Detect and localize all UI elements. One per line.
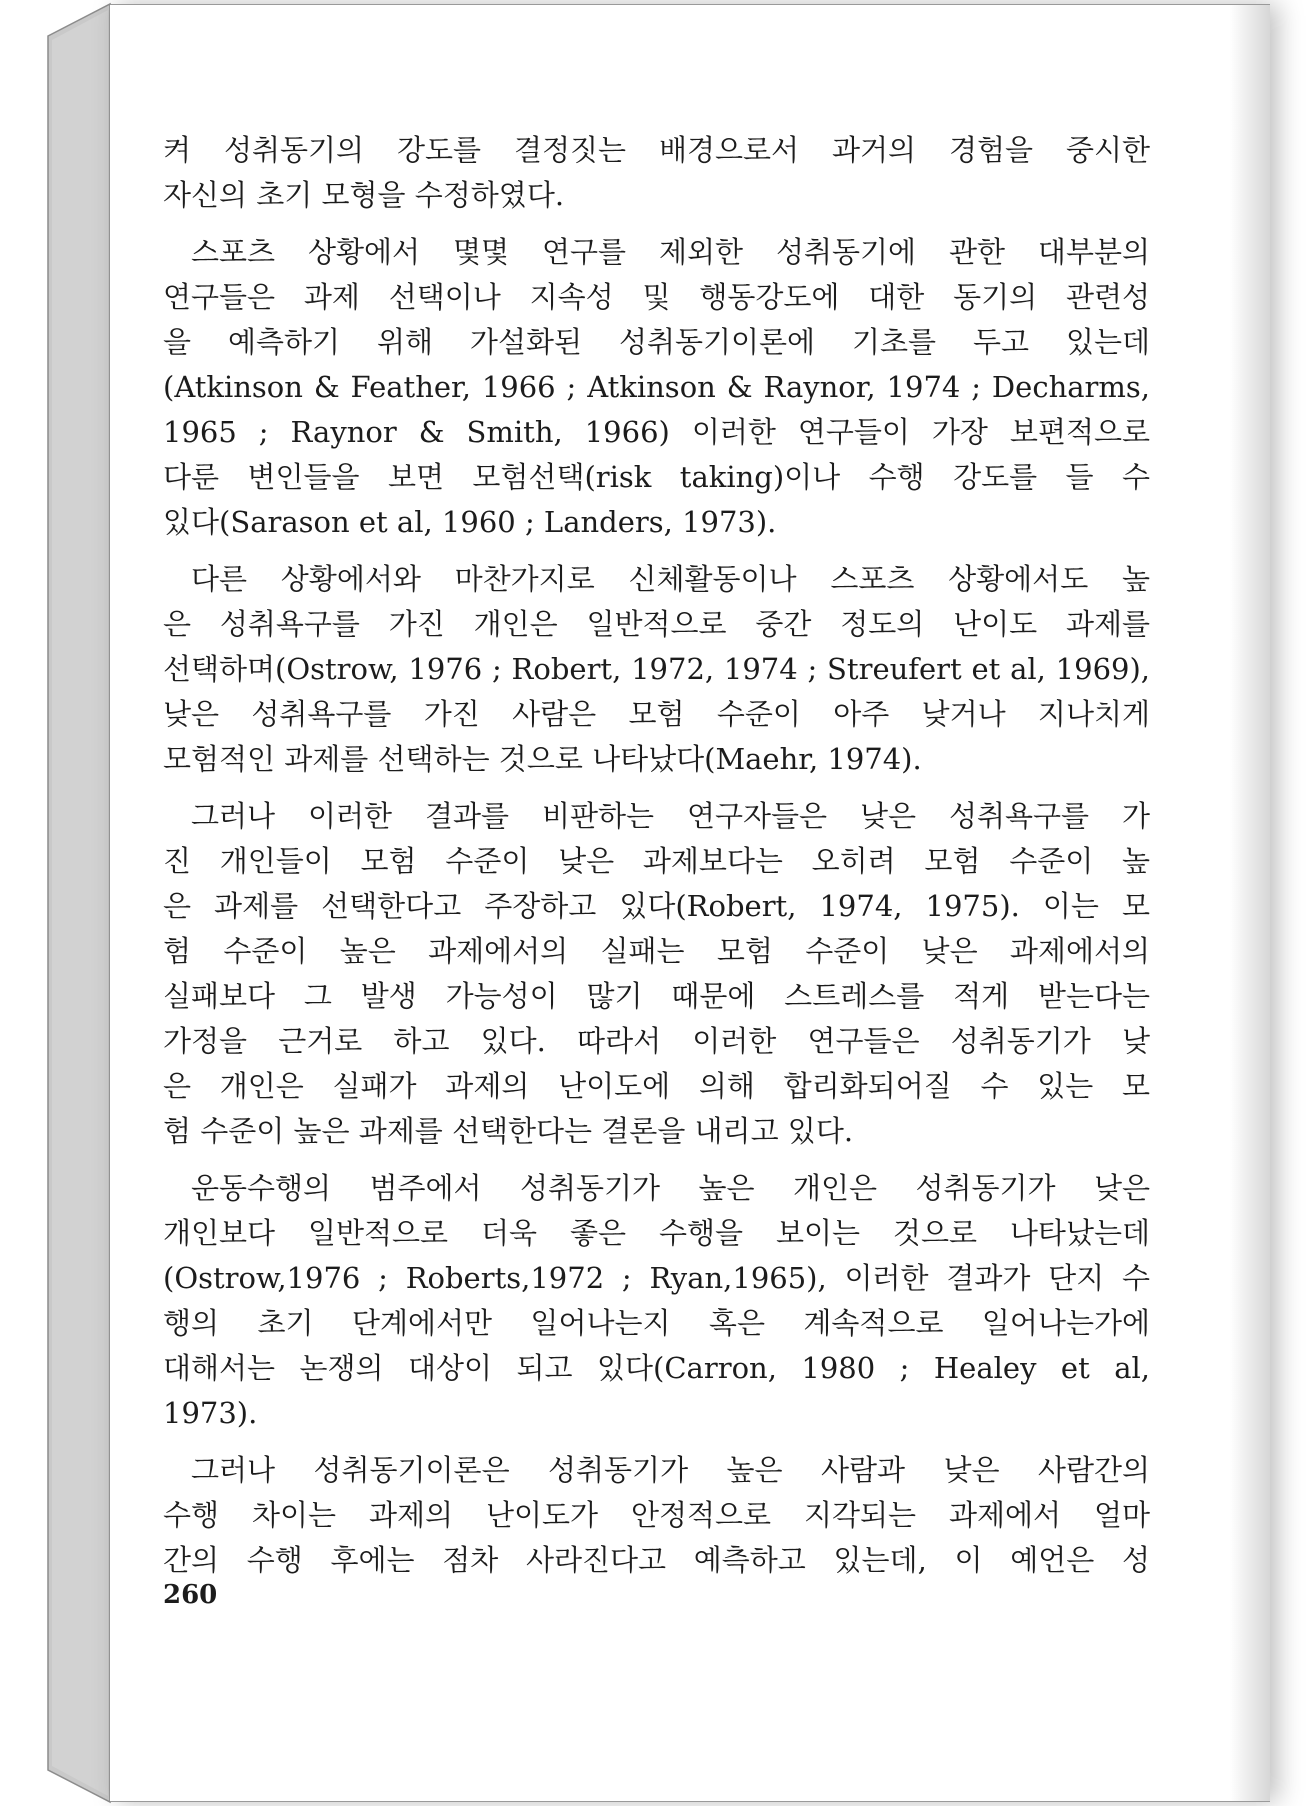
text-line: 가정을 근거로 하고 있다. 따라서 이러한 연구들은 성취동기가 낮 (163, 1024, 1150, 1058)
text-line: 은 개인은 실패가 과제의 난이도에 의해 합리화되어질 수 있는 모 (163, 1069, 1150, 1103)
paragraph-gap (163, 545, 1150, 557)
text-line: 모험적인 과제를 선택하는 것으로 나타났다(Maehr, 1974). (163, 742, 922, 776)
text-line: 다룬 변인들을 보면 모험선택(risk taking)이나 수행 강도를 들 수 (163, 460, 1150, 494)
text-line: 스포츠 상황에서 몇몇 연구를 제외한 성취동기에 관한 대부분의 (191, 235, 1150, 269)
page-edge-shadow (1230, 5, 1270, 1801)
text-line: 1973). (163, 1396, 258, 1430)
text-line: 진 개인들이 모험 수준이 낮은 과제보다는 오히려 모험 수준이 높 (163, 844, 1150, 878)
text-line: 낮은 성취욕구를 가진 사람은 모험 수준이 아주 낮거나 지나치게 (163, 697, 1150, 731)
text-line: 그러나 성취동기이론은 성취동기가 높은 사람과 낮은 사람간의 (191, 1453, 1150, 1487)
page-number: 260 (163, 1580, 218, 1610)
text-line: (Atkinson & Feather, 1966 ; Atkinson & Raynor, 1974 ; Decharms, (163, 370, 1150, 404)
text-line: 수행 차이는 과제의 난이도가 안정적으로 지각되는 과제에서 얼마 (163, 1498, 1150, 1532)
text-line: 험 수준이 높은 과제에서의 실패는 모험 수준이 낮은 과제에서의 (163, 934, 1150, 968)
text-line: 운동수행의 범주에서 성취동기가 높은 개인은 성취동기가 낮은 (191, 1171, 1150, 1205)
body-text (163, 128, 1150, 1583)
text-line: 연구들은 과제 선택이나 지속성 및 행동강도에 대한 동기의 관련성 (163, 280, 1150, 314)
text-line: 은 과제를 선택한다고 주장하고 있다(Robert, 1974, 1975). 이는 모 (163, 889, 1150, 923)
paragraph-gap (163, 1154, 1150, 1166)
paragraph-gap (163, 782, 1150, 794)
paragraph-gap (163, 1436, 1150, 1448)
text-line: 은 성취욕구를 가진 개인은 일반적으로 중간 정도의 난이도 과제를 (163, 607, 1150, 641)
text-line: 켜 성취동기의 강도를 결정짓는 배경으로서 과거의 경험을 중시한 (163, 133, 1150, 167)
text-line: 개인보다 일반적으로 더욱 좋은 수행을 보이는 것으로 나타났는데 (163, 1216, 1150, 1250)
text-line: (Ostrow,1976 ; Roberts,1972 ; Ryan,1965), 이러한 결과가 단지 수 (163, 1261, 1150, 1295)
text-line: 그러나 이러한 결과를 비판하는 연구자들은 낮은 성취욕구를 가 (191, 799, 1150, 833)
text-line: 1965 ; Raynor & Smith, 1966) 이러한 연구들이 가장 보편적으로 (163, 415, 1150, 449)
text-line: 있다(Sarason et al, 1960 ; Landers, 1973). (163, 505, 777, 539)
text-line: 자신의 초기 모형을 수정하였다. (163, 178, 565, 212)
text-line: 을 예측하기 위해 가설화된 성취동기이론에 기초를 두고 있는데 (163, 325, 1150, 359)
text-line: 행의 초기 단계에서만 일어나는지 혹은 계속적으로 일어나는가에 (163, 1306, 1150, 1340)
text-line: 대해서는 논쟁의 대상이 되고 있다(Carron, 1980 ; Healey et al, (163, 1351, 1150, 1385)
text-line: 다른 상황에서와 마찬가지로 신체활동이나 스포츠 상황에서도 높 (191, 562, 1150, 596)
text-line: 험 수준이 높은 과제를 선택한다는 결론을 내리고 있다. (163, 1114, 854, 1148)
text-line: 간의 수행 후에는 점차 사라진다고 예측하고 있는데, 이 예언은 성 (163, 1543, 1150, 1577)
text-line: 선택하며(Ostrow, 1976 ; Robert, 1972, 1974 ; Streufert et al, 1969), (163, 652, 1150, 686)
text-line: 실패보다 그 발생 가능성이 많기 때문에 스트레스를 적게 받는다는 (163, 979, 1150, 1013)
paragraph-gap (163, 218, 1150, 230)
